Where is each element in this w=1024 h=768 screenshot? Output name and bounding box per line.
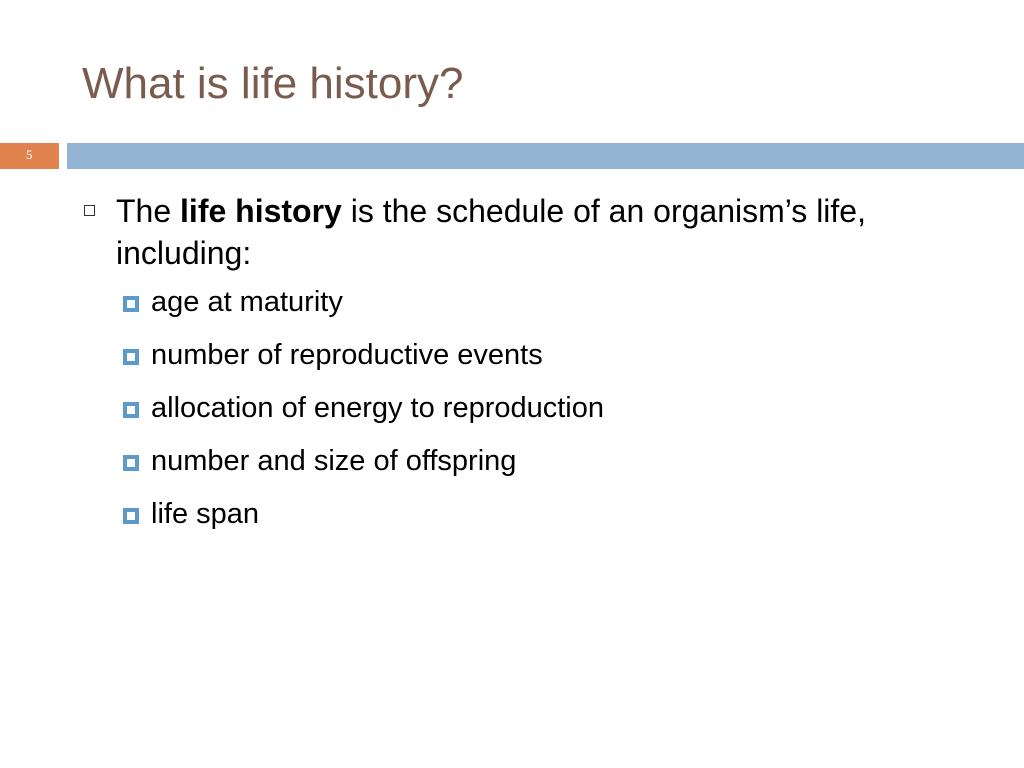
main-bullet-text bbox=[116, 193, 866, 271]
main-bullet-text-after: is the schedule of an organism’s life, including: bbox=[116, 193, 866, 271]
sub-bullet-item bbox=[80, 494, 980, 547]
blue-square-bullet-icon bbox=[123, 296, 139, 312]
sub-bullet-label: number and size of offspring bbox=[151, 445, 517, 477]
sub-bullet-item bbox=[80, 282, 980, 335]
main-bullet-emphasis: life history bbox=[180, 193, 342, 229]
slide-content bbox=[80, 190, 980, 547]
main-bullet-text-before: The bbox=[116, 193, 181, 229]
sub-bullet-label: allocation of energy to reproduction bbox=[151, 392, 605, 424]
sub-bullet-label: number of reproductive events bbox=[151, 339, 543, 371]
main-bullet bbox=[80, 190, 980, 274]
slide-number-badge bbox=[0, 143, 59, 169]
hollow-square-icon bbox=[84, 205, 95, 216]
title-divider-bar bbox=[67, 143, 1024, 169]
slide-number: 5 bbox=[26, 147, 33, 162]
blue-square-bullet-icon bbox=[123, 508, 139, 524]
blue-square-bullet-icon bbox=[123, 402, 139, 418]
sub-bullet-item bbox=[80, 335, 980, 388]
sub-bullet-list bbox=[80, 282, 980, 547]
blue-square-bullet-icon bbox=[123, 455, 139, 471]
sub-bullet-label: age at maturity bbox=[151, 286, 343, 318]
sub-bullet-item bbox=[80, 441, 980, 494]
sub-bullet-item bbox=[80, 388, 980, 441]
blue-square-bullet-icon bbox=[123, 349, 139, 365]
sub-bullet-label: life span bbox=[151, 498, 260, 530]
slide-title: What is life history? bbox=[82, 59, 464, 108]
